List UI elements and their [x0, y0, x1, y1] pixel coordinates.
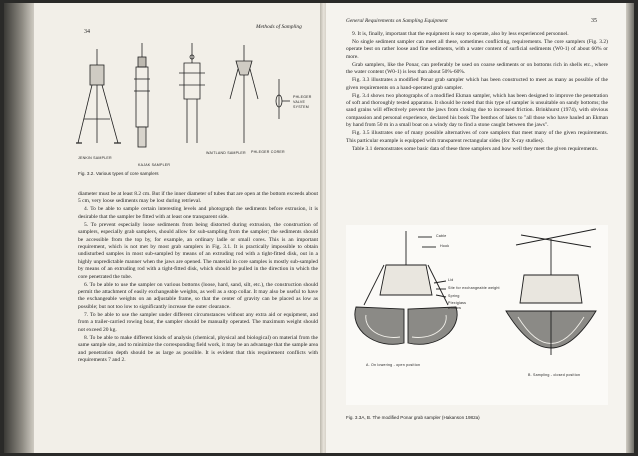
- core-samplers-figure: [74, 39, 314, 167]
- paragraph: 7. To be able to use the sampler under different circumstances without any extra aid or equipment, and from a trailer-carried rowing boat, the sampler should be manually operated. The maximum weight should not exceed 20 kg.: [78, 311, 318, 333]
- label-waitland: WAITLAND SAMPLER: [206, 151, 246, 155]
- paragraph: 5. To prevent especially loose sediments from being distorted during extrusion, the construction of samplers, especially grab samplers, should allow for sub-sampling from the sampler; the sediments should be accessible from the top by, for example, an ordinary ladle or small cores. This is an important requirement, which is not met by most grab samplers in Fig. 3.1. It is practically impossible to obtain undisturbed samples in most sub-sampled by means of an extruding rod with a tight-fitted disk, out in a highly unpredictable manner when the jaws are opened. The material in core samples is mostly sub-sampled by means of an extruding rod with a tight-fitted disk, which should be pulled in the direction in which the core penetrated the tube.: [78, 221, 318, 280]
- left-body-text: [78, 191, 318, 365]
- page-number: 35: [591, 18, 597, 24]
- label-kajak: KAJAK SAMPLER: [138, 163, 171, 167]
- right-page: [326, 3, 626, 453]
- label-valve: PHLEGER VALVE SYSTEM: [293, 95, 312, 109]
- label-cable: Cable: [436, 234, 447, 238]
- label-spring: Spring: [448, 294, 460, 298]
- paragraph: 4. To be able to sample certain interesting levels and photograph the sediments before extrusion, it is desirable that the sampler be fitted with at least one transparent side.: [78, 206, 318, 220]
- book-edge-left: [4, 3, 34, 453]
- right-body-text: [346, 31, 608, 154]
- ponar-grab-drawing: [346, 225, 608, 405]
- paragraph: Fig. 3.5 illustrates one of many possible alternatives of core samplers that meet many of the given requirements. This particular example is equipped with transparent rectangular sides (for X-ray studies).: [346, 130, 608, 144]
- label-b-closed: B. Sampling - closed position: [528, 373, 581, 377]
- book-spread: [4, 3, 634, 453]
- book-edge-right: [626, 3, 634, 453]
- running-head: Methods of Sampling: [256, 24, 302, 30]
- label-window: Plexiglass window: [448, 301, 467, 310]
- figure-caption: Fig. 3.3A, B. The modified Ponar grab sampler (Hakanson 1982a): [346, 415, 480, 420]
- label-site-weight: Site for exchangeable weight: [448, 286, 500, 290]
- paragraph: Fig. 3.3 illustrates a modified Ponar grab sampler which has been constructed to meet as many as possible of the given requirements on a hand-operated grab sampler.: [346, 77, 608, 91]
- paragraph: diameter must be at least 8.2 cm. But if the inner diameter of tubes that are open at the bottom exceeds about 5 cm, very loose sediments may be lost during retrieval.: [78, 191, 318, 205]
- label-jenkin: JENKIN SAMPLER: [78, 156, 112, 160]
- label-hook: Hook: [440, 244, 450, 248]
- paragraph: Fig. 3.4 shows two photographs of a modified Ekman sampler, which has been designed to improve the penetration of soft and thoroughly tested apparatus. It should be noted that this type of sampler is unsuitable on sandy bottoms; the sand grains will effectively prevent the jaws from closing due to increased friction. Brinkhurst (1974), with obvious compassion and personal experience, declared his book The benthos of lakes to "all those who have hauled an Ekman by hand from 50 m in a small boat on a windy day to find a stone caught between the jaws".: [346, 92, 608, 129]
- paragraph: No single sediment sampler can meet all these, sometimes conflicting, requirements. The core samplers (Fig. 3.2) operate best on rather loose and fine sediments, with a water content of surficial sediments (W0-1) of about 60% or more.: [346, 39, 608, 60]
- paragraph: 6. To be able to use the sampler on various bottoms (loose, hard, sand, silt, etc.), the construction should permit the attachment of easily exchangeable weights, as well as a stop collar. It may also be useful to have the exchangeable weights on an adjustable frame, so that the center of gravity can be placed as low as possible; but not too low to significantly increase the outer clearance.: [78, 281, 318, 310]
- label-lid: Lid: [448, 278, 454, 282]
- paragraph: 9. It is, finally, important that the equipment is easy to operate, also by less experienced personnel.: [352, 31, 569, 37]
- label-a-open: A. On lowering - open position: [366, 363, 421, 367]
- ponar-grab-figure: [346, 225, 608, 405]
- label-phleger: PHLEGER CORER: [251, 150, 285, 154]
- paragraph: Table 3.1 demonstrates some basic data of these three samplers and how well they meet the given requirements.: [352, 145, 598, 152]
- page-number: 34: [84, 29, 90, 35]
- paragraph: Grab samplers, like the Ponar, can preferably be used on coarse sediments or on bottoms rich in shells etc., where the water content (W0-1) is less than about 50%-60%.: [346, 61, 608, 76]
- core-samplers-drawing: [74, 39, 314, 159]
- paragraph: 8. To be able to make different kinds of analysis (chemical, physical and biological) on material from the same sample site, and to minimize the corresponding field work, it may be an advantage that the sample area and penetration depth should be as large as possible. It is evident that this requirement conflicts with requirements 7 and 2.: [78, 334, 318, 363]
- figure-caption: Fig. 3.2. Various types of core samplers: [78, 171, 159, 176]
- running-head: General Requirements on Sampling Equipment: [346, 18, 448, 24]
- left-page: [34, 3, 322, 453]
